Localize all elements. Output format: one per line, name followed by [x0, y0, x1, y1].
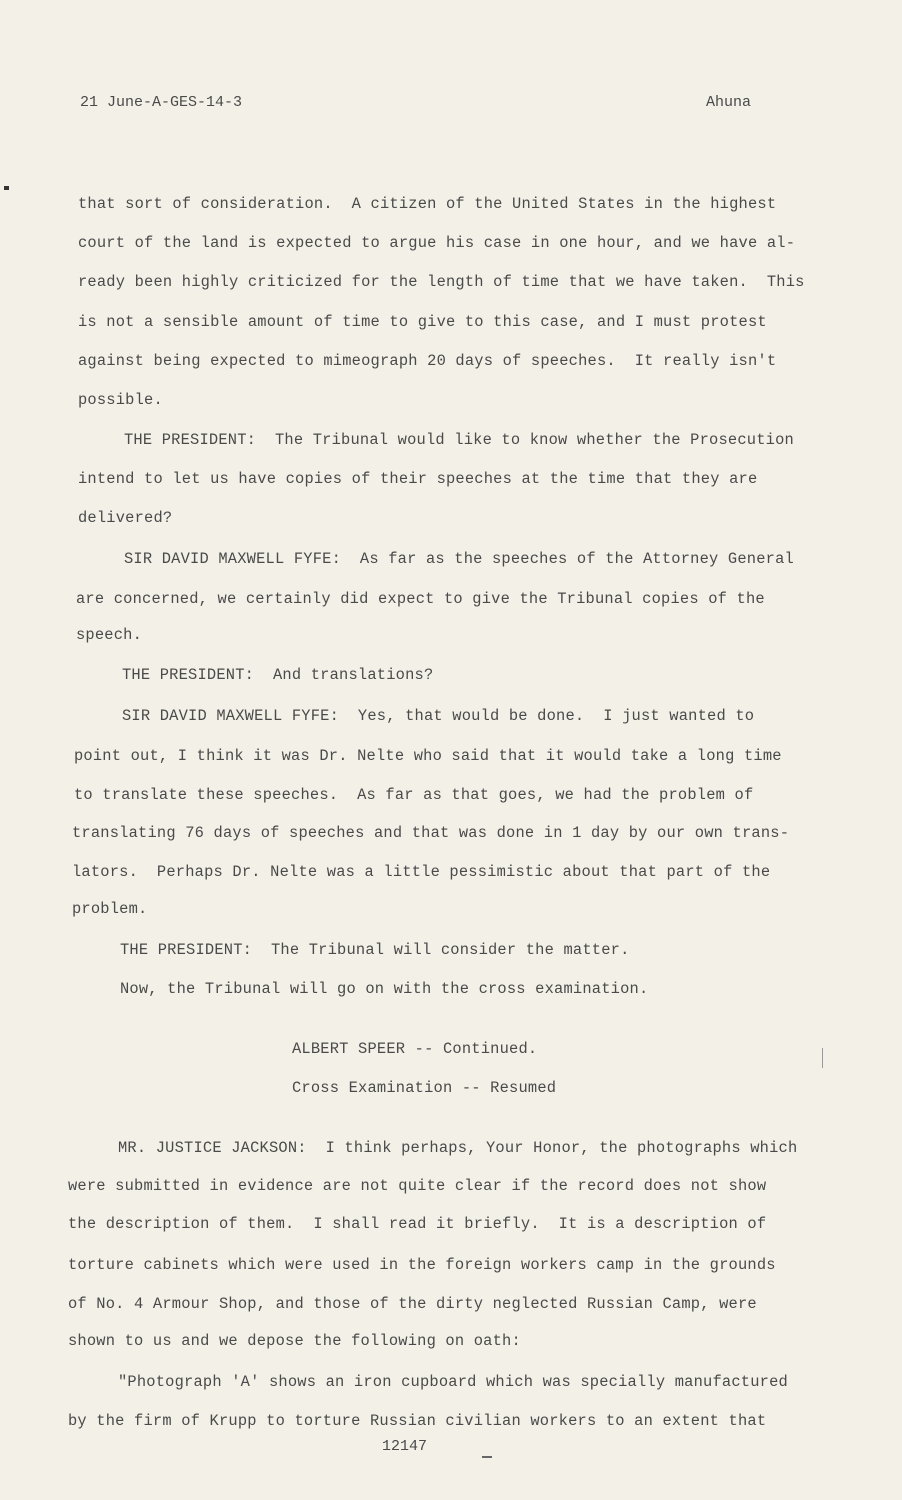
header-right-name: Ahuna [706, 94, 752, 111]
transcript-line: "Photograph 'A' shows an iron cupboard which was specially manufactured [118, 1373, 788, 1391]
header-left-code: 21 June-A-GES-14-3 [80, 94, 243, 111]
page-number: 12147 [382, 1438, 428, 1455]
transcript-line: of No. 4 Armour Shop, and those of the dirty neglected Russian Camp, were [68, 1295, 757, 1313]
transcript-line: torture cabinets which were used in the foreign workers camp in the grounds [68, 1256, 776, 1274]
transcript-line: shown to us and we depose the following on oath: [68, 1332, 521, 1350]
transcript-line: SIR DAVID MAXWELL FYFE: Yes, that would be done. I just wanted to [122, 707, 755, 725]
transcript-line: lators. Perhaps Dr. Nelte was a little pessimistic about that part of the [72, 863, 771, 881]
transcript-line: THE PRESIDENT: The Tribunal would like to know whether the Prosecution [124, 431, 794, 449]
transcript-line: to translate these speeches. As far as that goes, we had the problem of [74, 786, 754, 804]
transcript-line: speech. [76, 626, 143, 644]
transcript-line: are concerned, we certainly did expect to give the Tribunal copies of the [76, 590, 765, 608]
transcript-line: against being expected to mimeograph 20 days of speeches. It really isn't [78, 352, 777, 370]
transcript-line: ALBERT SPEER -- Continued. [292, 1040, 538, 1058]
transcript-line: Now, the Tribunal will go on with the cross examination. [120, 980, 649, 998]
transcript-line: THE PRESIDENT: The Tribunal will consider the matter. [120, 941, 630, 959]
transcript-line: Cross Examination -- Resumed [292, 1079, 557, 1097]
transcript-line: ready been highly criticized for the length of time that we have taken. This [78, 273, 805, 291]
margin-scratch [822, 1048, 823, 1068]
transcript-line: point out, I think it was Dr. Nelte who said that it would take a long time [74, 747, 782, 765]
transcript-line: possible. [78, 391, 163, 409]
transcript-line: translating 76 days of speeches and that was done in 1 day by our own trans- [72, 824, 790, 842]
margin-mark [4, 186, 9, 190]
transcript-line: intend to let us have copies of their speeches at the time that they are [78, 470, 758, 488]
transcript-line: SIR DAVID MAXWELL FYFE: As far as the speeches of the Attorney General [124, 550, 794, 568]
transcript-line: that sort of consideration. A citizen of the United States in the highest [78, 195, 777, 213]
transcript-line: is not a sensible amount of time to give to this case, and I must protest [78, 313, 767, 331]
transcript-line: THE PRESIDENT: And translations? [122, 666, 434, 684]
transcript-line: problem. [72, 900, 148, 918]
transcript-line: by the firm of Krupp to torture Russian civilian workers to an extent that [68, 1412, 767, 1430]
footer-dash [482, 1456, 492, 1458]
transcript-line: were submitted in evidence are not quite clear if the record does not show [68, 1177, 767, 1195]
transcript-line: court of the land is expected to argue his case in one hour, and we have al- [78, 234, 796, 252]
transcript-line: MR. JUSTICE JACKSON: I think perhaps, Your Honor, the photographs which [118, 1139, 798, 1157]
transcript-line: the description of them. I shall read it briefly. It is a description of [68, 1215, 767, 1233]
transcript-line: delivered? [78, 509, 173, 527]
